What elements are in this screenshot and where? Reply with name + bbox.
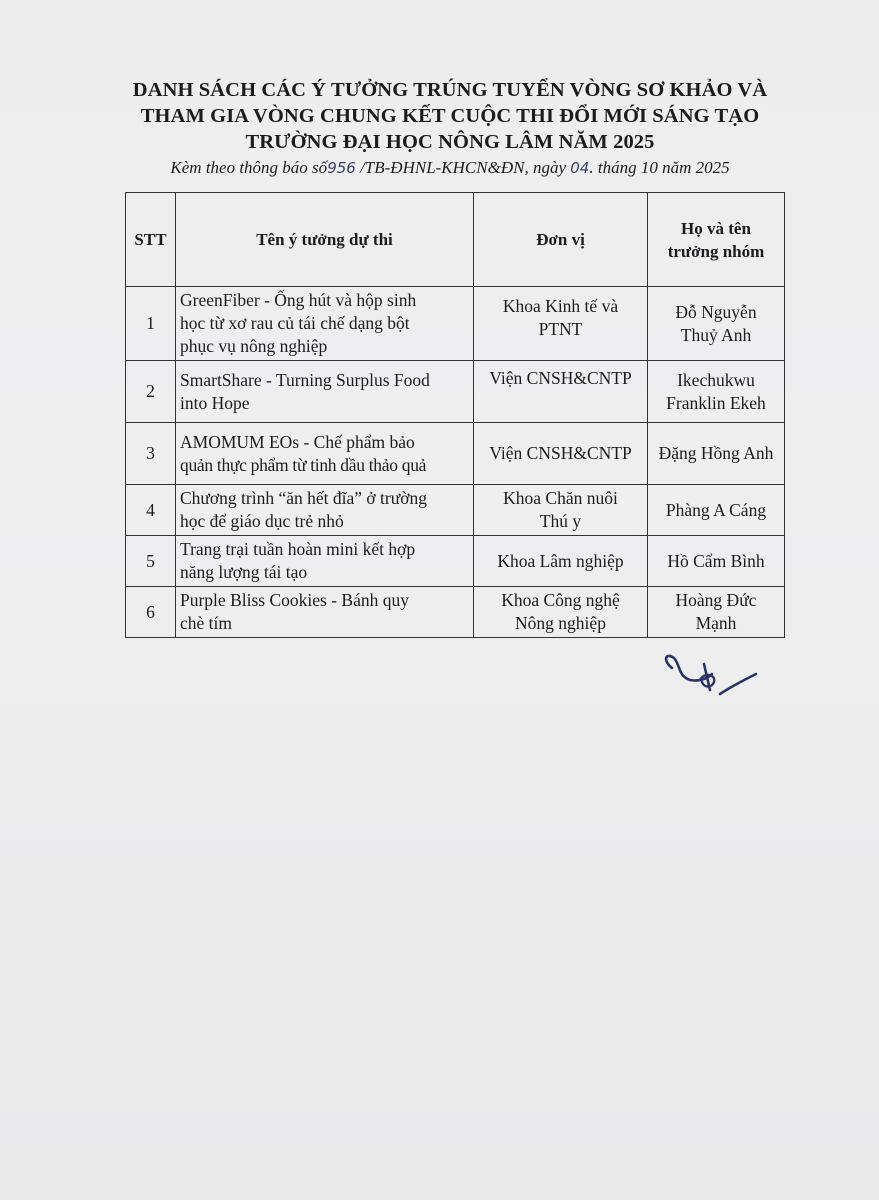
document-title (90, 77, 810, 155)
leader-line: Phàng A Cáng (665, 499, 767, 520)
unit-line: Khoa Kinh tế và (502, 296, 619, 316)
header-idea-name: Tên ý tưởng dự thi (176, 193, 474, 287)
unit-line: Nông nghiệp (515, 613, 606, 633)
idea-line: chè tím (180, 613, 232, 633)
handwritten-signature-icon (660, 650, 770, 710)
idea-line: phục vụ nông nghiệp (180, 336, 328, 356)
cell-idea-name (176, 587, 474, 638)
cell-stt: 4 (126, 485, 176, 536)
idea-line: học từ xơ rau củ tái chế dạng bột (180, 313, 410, 333)
cell-idea-name (176, 361, 474, 423)
document-subtitle (90, 156, 810, 180)
leader-line: Thuỷ Anh (680, 324, 752, 345)
leader-line: Franklin Ekeh (666, 392, 766, 413)
table-row (126, 287, 785, 361)
cell-idea-name (176, 536, 474, 587)
leader-line: Mạnh (695, 613, 737, 633)
title-line-3: TRƯỜNG ĐẠI HỌC NÔNG LÂM NĂM 2025 (245, 131, 655, 153)
cell-idea-name (176, 485, 474, 536)
unit-line: PTNT (538, 319, 583, 339)
table-row (126, 587, 785, 638)
idea-line: SmartShare - Turning Surplus Food (180, 369, 430, 390)
unit-line: Thú y (539, 511, 582, 531)
cell-unit (474, 587, 648, 638)
announcement-number: 956 (327, 159, 356, 177)
announcement-day: 04 (570, 159, 590, 177)
cell-unit (474, 287, 648, 361)
idea-line: Chương trình “ăn hết đĩa” ở trường (180, 488, 427, 508)
leader-line: Đặng Hồng Anh (658, 443, 774, 463)
cell-team-leader (648, 485, 785, 536)
table-header-row (126, 193, 785, 287)
unit-line: Khoa Chăn nuôi (503, 488, 618, 508)
cell-idea-name (176, 423, 474, 485)
cell-team-leader (648, 287, 785, 361)
leader-line: Hoàng Đức (675, 590, 757, 610)
cell-idea-name (176, 287, 474, 361)
unit-line: Viện CNSH&CNTP (489, 368, 632, 388)
idea-line: Trang trại tuần hoàn mini kết hợp (180, 539, 416, 559)
idea-line: GreenFiber - Ống hút và hộp sinh (180, 290, 417, 310)
cell-stt: 3 (126, 423, 176, 485)
cell-stt: 2 (126, 361, 176, 423)
table-row (126, 361, 785, 423)
header-team-leader (648, 193, 785, 287)
table-row (126, 423, 785, 485)
idea-line: năng lượng tái tạo (180, 562, 308, 582)
title-line-2: THAM GIA VÒNG CHUNG KẾT CUỘC THI ĐỔI MỚI SÁNG TẠO (140, 105, 760, 127)
header-stt: STT (126, 193, 176, 287)
title-line-1: DANH SÁCH CÁC Ý TƯỞNG TRÚNG TUYỂN VÒNG SƠ KHẢO VÀ (132, 79, 768, 101)
cell-stt: 5 (126, 536, 176, 587)
table-row (126, 536, 785, 587)
cell-stt: 1 (126, 287, 176, 361)
cell-unit (474, 536, 648, 587)
subtitle-suffix: . tháng 10 năm 2025 (589, 158, 730, 177)
leader-line: Đỗ Nguyễn (675, 301, 757, 322)
cell-stt: 6 (126, 587, 176, 638)
idea-line: học để giáo dục trẻ nhỏ (180, 511, 344, 531)
idea-line: Purple Bliss Cookies - Bánh quy (180, 590, 409, 610)
header-unit: Đơn vị (474, 193, 648, 287)
finalists-table (125, 192, 785, 638)
cell-unit (474, 485, 648, 536)
table-row (126, 485, 785, 536)
header-leader-line: Họ và tên (681, 218, 751, 238)
unit-line: Viện CNSH&CNTP (489, 443, 632, 463)
subtitle-middle: /TB-ĐHNL-KHCN&ĐN, ngày (355, 158, 566, 177)
cell-team-leader (648, 361, 785, 423)
leader-line: Ikechukwu (677, 369, 755, 390)
cell-team-leader (648, 587, 785, 638)
idea-line: AMOMUM EOs - Chế phẩm bảo (180, 431, 415, 452)
cell-team-leader (648, 536, 785, 587)
cell-unit (474, 361, 648, 423)
leader-line: Hồ Cẩm Bình (667, 550, 765, 571)
idea-line: quản thực phẩm từ tinh dầu thảo quả (180, 454, 427, 475)
header-leader-line: trưởng nhóm (667, 241, 765, 261)
cell-team-leader (648, 423, 785, 485)
idea-line: into Hope (180, 392, 250, 413)
subtitle-prefix: Kèm theo thông báo số (170, 158, 328, 177)
cell-unit (474, 423, 648, 485)
unit-line: Khoa Công nghệ (501, 590, 620, 610)
unit-line: Khoa Lâm nghiệp (497, 550, 624, 571)
